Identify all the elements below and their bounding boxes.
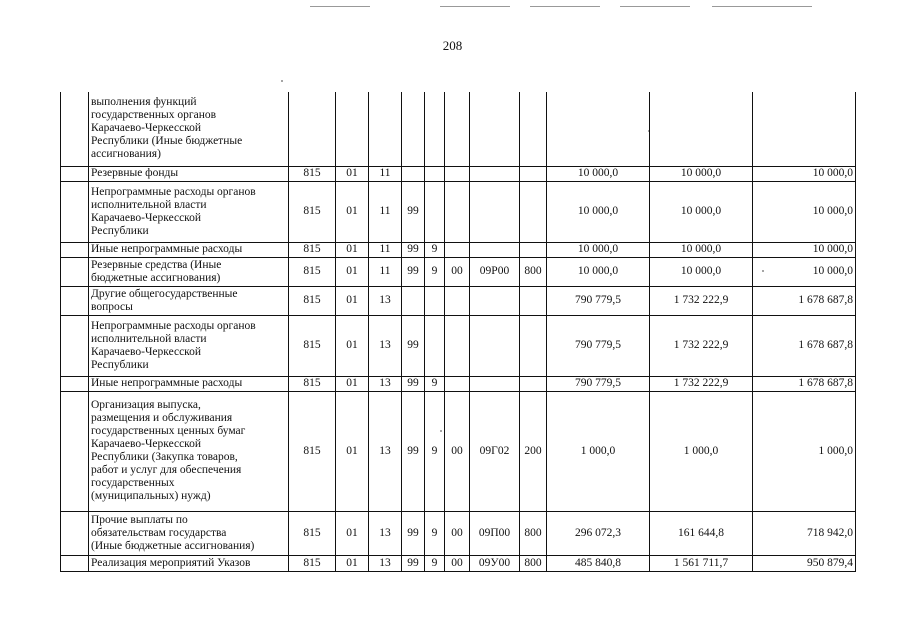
expense-type-code — [520, 376, 547, 391]
scan-edge-line — [530, 6, 600, 7]
event-code — [445, 315, 470, 376]
expense-type-code — [520, 181, 547, 242]
amount-year-3: 1 000,0 — [753, 391, 856, 511]
row-gutter — [61, 286, 89, 315]
amount-year-1: 1 000,0 — [547, 391, 650, 511]
amount-year-3: 10 000,0 — [753, 257, 856, 286]
direction-code: 09Г02 — [470, 391, 520, 511]
event-code — [445, 92, 470, 166]
expense-type-code — [520, 242, 547, 257]
program-code: 99 — [402, 555, 425, 571]
direction-code: 09У00 — [470, 555, 520, 571]
subprogram-code — [425, 315, 445, 376]
subsection-code: 13 — [369, 555, 402, 571]
section-code: 01 — [336, 166, 369, 181]
event-code: 00 — [445, 391, 470, 511]
program-code: 99 — [402, 376, 425, 391]
amount-year-1 — [547, 92, 650, 166]
table-row — [61, 257, 856, 286]
table-row — [61, 511, 856, 555]
expense-type-code: 800 — [520, 257, 547, 286]
subsection-code: 11 — [369, 181, 402, 242]
direction-code — [470, 166, 520, 181]
item-name: Резервные средства (Иные бюджетные ассигнования) — [89, 257, 289, 286]
ministry-code: 815 — [289, 555, 336, 571]
event-code — [445, 242, 470, 257]
direction-code: 09Р00 — [470, 257, 520, 286]
table-row — [61, 166, 856, 181]
amount-year-1: 790 779,5 — [547, 376, 650, 391]
amount-year-2: 1 732 222,9 — [650, 315, 753, 376]
item-name: Иные непрограммные расходы — [89, 376, 289, 391]
amount-year-2: 10 000,0 — [650, 257, 753, 286]
item-name: Резервные фонды — [89, 166, 289, 181]
amount-year-2: 10 000,0 — [650, 181, 753, 242]
scan-speck — [281, 80, 283, 82]
subprogram-code — [425, 92, 445, 166]
amount-year-3: 950 879,4 — [753, 555, 856, 571]
ministry-code: 815 — [289, 315, 336, 376]
amount-year-1: 790 779,5 — [547, 286, 650, 315]
amount-year-2: 1 561 711,7 — [650, 555, 753, 571]
row-gutter — [61, 92, 89, 166]
item-name: Реализация мероприятий Указов — [89, 555, 289, 571]
amount-year-3: 1 678 687,8 — [753, 315, 856, 376]
program-code — [402, 286, 425, 315]
amount-year-3: 1 678 687,8 — [753, 376, 856, 391]
item-name: Непрограммные расходы органов исполнительной власти Карачаево-Черкесской Республики — [89, 181, 289, 242]
row-gutter — [61, 257, 89, 286]
ministry-code: 815 — [289, 376, 336, 391]
section-code: 01 — [336, 181, 369, 242]
program-code — [402, 166, 425, 181]
amount-year-3: 10 000,0 — [753, 181, 856, 242]
direction-code — [470, 181, 520, 242]
expense-type-code: 200 — [520, 391, 547, 511]
event-code — [445, 166, 470, 181]
row-gutter — [61, 166, 89, 181]
section-code: 01 — [336, 391, 369, 511]
table-row — [61, 242, 856, 257]
direction-code — [470, 315, 520, 376]
subsection-code: 11 — [369, 242, 402, 257]
amount-year-2: 10 000,0 — [650, 166, 753, 181]
amount-year-3: 10 000,0 — [753, 242, 856, 257]
subsection-code: 13 — [369, 391, 402, 511]
table-row — [61, 555, 856, 571]
subprogram-code: 9 — [425, 242, 445, 257]
row-gutter — [61, 511, 89, 555]
subsection-code: 13 — [369, 315, 402, 376]
row-gutter — [61, 242, 89, 257]
scan-edge-line — [712, 6, 812, 7]
item-name: Другие общегосударственные вопросы — [89, 286, 289, 315]
ministry-code: 815 — [289, 391, 336, 511]
page-number: 208 — [442, 38, 463, 53]
item-name: Непрограммные расходы органов исполнительной власти Карачаево-Черкесской Республики — [89, 315, 289, 376]
subprogram-code — [425, 286, 445, 315]
subprogram-code: 9 — [425, 257, 445, 286]
subsection-code: 13 — [369, 286, 402, 315]
amount-year-1: 296 072,3 — [547, 511, 650, 555]
row-gutter — [61, 555, 89, 571]
expense-type-code — [520, 315, 547, 376]
direction-code — [470, 92, 520, 166]
program-code: 99 — [402, 242, 425, 257]
section-code: 01 — [336, 257, 369, 286]
item-name: Прочие выплаты по обязательствам государства (Иные бюджетные ассигнования) — [89, 511, 289, 555]
ministry-code: 815 — [289, 286, 336, 315]
ministry-code: 815 — [289, 257, 336, 286]
subsection-code — [369, 92, 402, 166]
amount-year-1: 485 840,8 — [547, 555, 650, 571]
direction-code — [470, 286, 520, 315]
section-code: 01 — [336, 242, 369, 257]
section-code: 01 — [336, 315, 369, 376]
subsection-code: 11 — [369, 257, 402, 286]
budget-table — [60, 92, 856, 572]
ministry-code: 815 — [289, 166, 336, 181]
event-code: 00 — [445, 555, 470, 571]
subprogram-code — [425, 166, 445, 181]
row-gutter — [61, 376, 89, 391]
amount-year-3: 10 000,0 — [753, 166, 856, 181]
expense-type-code — [520, 92, 547, 166]
amount-year-3: 1 678 687,8 — [753, 286, 856, 315]
event-code — [445, 376, 470, 391]
item-name: Организация выпуска, размещения и обслуживания государственных ценных бумаг Карачаево-Черкесской Республики (Закупка товаров, работ и услуг для обеспечения государственных (муниципальных) нужд) — [89, 391, 289, 511]
expense-type-code: 800 — [520, 555, 547, 571]
direction-code — [470, 376, 520, 391]
amount-year-1: 10 000,0 — [547, 181, 650, 242]
row-gutter — [61, 181, 89, 242]
scan-edge-line — [310, 6, 370, 7]
scan-edge-line — [440, 6, 510, 7]
amount-year-2: 10 000,0 — [650, 242, 753, 257]
item-name: выполнения функций государственных органов Карачаево-Черкесской Республики (Иные бюджетные ассигнования) — [89, 92, 289, 166]
amount-year-1: 10 000,0 — [547, 242, 650, 257]
scan-edge-line — [620, 6, 690, 7]
subprogram-code: 9 — [425, 376, 445, 391]
expense-type-code — [520, 166, 547, 181]
amount-year-1: 10 000,0 — [547, 166, 650, 181]
direction-code: 09П00 — [470, 511, 520, 555]
section-code: 01 — [336, 286, 369, 315]
amount-year-1: 790 779,5 — [547, 315, 650, 376]
amount-year-3: 718 942,0 — [753, 511, 856, 555]
table-row — [61, 391, 856, 511]
section-code: 01 — [336, 555, 369, 571]
row-gutter — [61, 315, 89, 376]
program-code: 99 — [402, 391, 425, 511]
table-row — [61, 92, 856, 166]
program-code: 99 — [402, 257, 425, 286]
section-code: 01 — [336, 376, 369, 391]
event-code: 00 — [445, 511, 470, 555]
expense-type-code: 800 — [520, 511, 547, 555]
amount-year-2 — [650, 92, 753, 166]
event-code — [445, 181, 470, 242]
program-code: 99 — [402, 181, 425, 242]
event-code — [445, 286, 470, 315]
subprogram-code: 9 — [425, 511, 445, 555]
ministry-code — [289, 92, 336, 166]
section-code — [336, 92, 369, 166]
amount-year-1: 10 000,0 — [547, 257, 650, 286]
subsection-code: 11 — [369, 166, 402, 181]
amount-year-2: 161 644,8 — [650, 511, 753, 555]
table-row — [61, 315, 856, 376]
amount-year-2: 1 000,0 — [650, 391, 753, 511]
subprogram-code: 9 — [425, 555, 445, 571]
table-row — [61, 181, 856, 242]
row-gutter — [61, 391, 89, 511]
amount-year-2: 1 732 222,9 — [650, 286, 753, 315]
table-row — [61, 286, 856, 315]
ministry-code: 815 — [289, 181, 336, 242]
event-code: 00 — [445, 257, 470, 286]
direction-code — [470, 242, 520, 257]
program-code: 99 — [402, 315, 425, 376]
program-code — [402, 92, 425, 166]
table-row — [61, 376, 856, 391]
amount-year-2: 1 732 222,9 — [650, 376, 753, 391]
subprogram-code — [425, 181, 445, 242]
subsection-code: 13 — [369, 376, 402, 391]
amount-year-3 — [753, 92, 856, 166]
expense-type-code — [520, 286, 547, 315]
subsection-code: 13 — [369, 511, 402, 555]
ministry-code: 815 — [289, 242, 336, 257]
section-code: 01 — [336, 511, 369, 555]
subprogram-code: 9 — [425, 391, 445, 511]
ministry-code: 815 — [289, 511, 336, 555]
item-name: Иные непрограммные расходы — [89, 242, 289, 257]
program-code: 99 — [402, 511, 425, 555]
